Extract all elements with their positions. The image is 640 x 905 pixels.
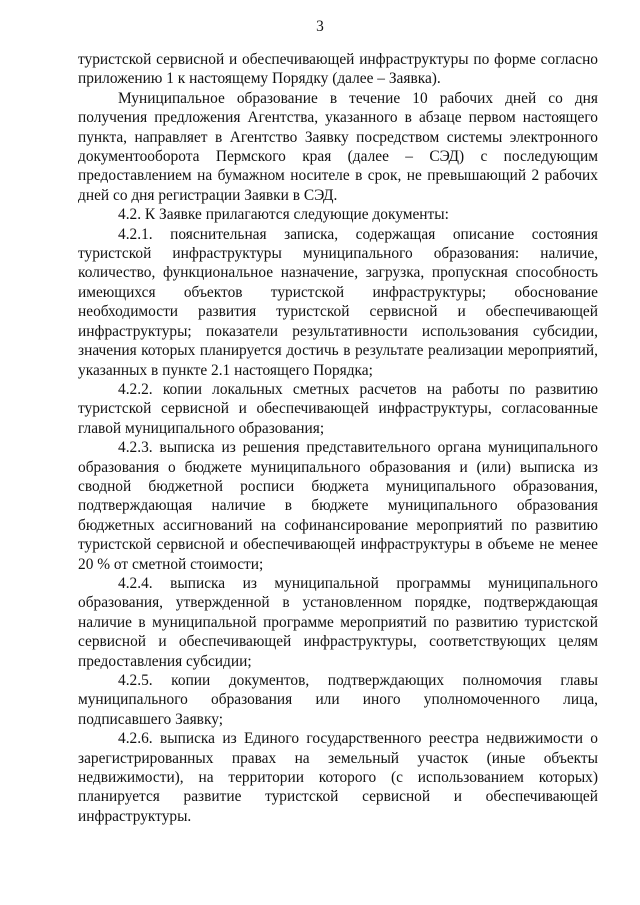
paragraph-4-2-4: 4.2.4. выписка из муниципальной программы муниципального образования, утвержденной в установленном порядке, подтверждающая наличие в муниципальной программе мероприятий по развитию туристской сервисной и обеспечивающей инфраструктуры, соответствующих целям предоставления субсидии; bbox=[78, 574, 598, 670]
document-body bbox=[78, 50, 598, 826]
page-number: 3 bbox=[316, 18, 324, 35]
paragraph-4-2-5: 4.2.5. копии документов, подтверждающих полномочия главы муниципального образования или иного уполномоченного лица, подписавшего Заявку; bbox=[78, 672, 598, 728]
paragraph-continuation: туристской сервисной и обеспечивающей инфраструктуры по форме согласно приложению 1 к настоящему Порядку (далее – Заявка). bbox=[78, 51, 598, 88]
paragraph-4-2: 4.2. К Заявке прилагаются следующие документы: bbox=[118, 206, 449, 224]
paragraph-4-2-6: 4.2.6. выписка из Единого государственного реестра недвижимости о зарегистрированных правах на земельный участок (иные объекты недвижимости), на территории которого (с использованием которых) планируется развитие туристской сервисной и обеспечивающей инфраструктуры. bbox=[78, 730, 598, 825]
paragraph-4-2-1: 4.2.1. пояснительная записка, содержащая описание состояния туристской инфраструктуры муниципального образования: наличие, количество, функциональное назначение, загрузка, пропускная способность имеющихся объектов туристской инфраструктуры; обоснование необходимости развития туристской сервисной и обеспечивающей инфраструктуры; показатели результативности использования субсидии, значения которых планируется достичь в результате реализации мероприятий, указанных в пункте 2.1 настоящего Порядка; bbox=[78, 225, 598, 379]
paragraph-application-submission: Муниципальное образование в течение 10 рабочих дней со дня получения предложения Агентства, указанного в абзаце первом настоящего пункта, направляет в Агентство Заявку посредством системы электронного документооборота Пермского края (далее – СЭД) с последующим предоставлением на бумажном носителе в срок, не превышающий 2 рабочих дней со дня регистрации Заявки в СЭД. bbox=[78, 89, 598, 204]
paragraph-4-2-2: 4.2.2. копии локальных сметных расчетов на работы по развитию туристской сервисной и обеспечивающей инфраструктуры, согласованные главой муниципального образования; bbox=[78, 380, 598, 437]
paragraph-4-2-3: 4.2.3. выписка из решения представительного органа муниципального образования о бюджете муниципального образования и (или) выписка из сводной бюджетной росписи бюджета муниципального образования, подтверждающая наличие в бюджете муниципального образования бюджетных ассигнований на софинансирование мероприятий по развитию туристской сервисной и обеспечивающей инфраструктуры в объеме не менее 20 % от сметной стоимости; bbox=[78, 439, 598, 573]
